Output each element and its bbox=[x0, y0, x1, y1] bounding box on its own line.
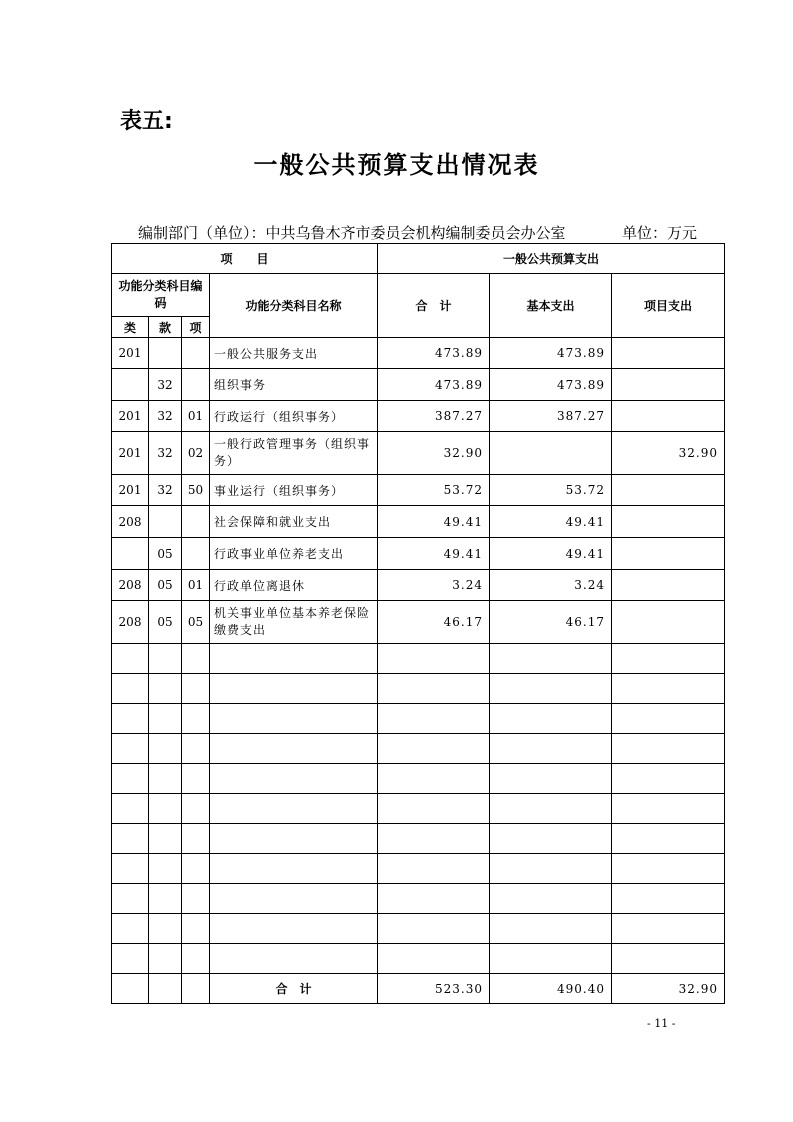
cell-xiang: 50 bbox=[182, 475, 210, 506]
cell-lei bbox=[112, 538, 149, 570]
empty-cell bbox=[149, 944, 182, 974]
cell-basic: 49.41 bbox=[490, 538, 612, 570]
table-row bbox=[112, 401, 725, 432]
empty-row bbox=[112, 704, 725, 734]
empty-cell bbox=[112, 824, 149, 854]
empty-cell bbox=[112, 674, 149, 704]
empty-cell bbox=[490, 854, 612, 884]
empty-cell bbox=[149, 884, 182, 914]
empty-cell bbox=[210, 824, 378, 854]
empty-cell bbox=[612, 704, 725, 734]
empty-cell bbox=[490, 914, 612, 944]
empty-row bbox=[112, 914, 725, 944]
empty-cell bbox=[612, 944, 725, 974]
cell-kuan: 32 bbox=[149, 369, 182, 401]
cell-name: 一般公共服务支出 bbox=[210, 338, 378, 369]
empty-cell bbox=[112, 764, 149, 794]
cell-kuan: 05 bbox=[149, 570, 182, 601]
empty-cell bbox=[378, 704, 490, 734]
empty-row bbox=[112, 764, 725, 794]
empty-cell bbox=[612, 794, 725, 824]
empty-row bbox=[112, 944, 725, 974]
empty-cell bbox=[612, 824, 725, 854]
cell-kuan bbox=[149, 506, 182, 538]
empty-cell bbox=[112, 944, 149, 974]
unit-line: 单位：万元 bbox=[622, 224, 698, 242]
empty-row bbox=[112, 824, 725, 854]
total-project: 32.90 bbox=[612, 974, 725, 1004]
cell-project bbox=[612, 338, 725, 369]
cell-lei: 208 bbox=[112, 601, 149, 644]
department-line: 编制部门（单位）：中共乌鲁木齐市委员会机构编制委员会办公室 bbox=[138, 224, 566, 242]
header-code-group: 功能分类科目编码 bbox=[112, 274, 210, 317]
empty-cell bbox=[210, 884, 378, 914]
empty-cell bbox=[149, 794, 182, 824]
empty-cell bbox=[149, 854, 182, 884]
cell-xiang bbox=[182, 506, 210, 538]
cell-name: 组织事务 bbox=[210, 369, 378, 401]
empty-cell bbox=[490, 824, 612, 854]
empty-cell bbox=[182, 644, 210, 674]
cell-lei: 201 bbox=[112, 338, 149, 369]
cell-total: 49.41 bbox=[378, 506, 490, 538]
empty-cell bbox=[612, 674, 725, 704]
empty-cell bbox=[149, 914, 182, 944]
empty-cell bbox=[210, 674, 378, 704]
empty-cell bbox=[612, 884, 725, 914]
empty-cell bbox=[182, 674, 210, 704]
empty-cell bbox=[378, 854, 490, 884]
empty-cell bbox=[210, 644, 378, 674]
empty-cell bbox=[182, 764, 210, 794]
cell-project bbox=[612, 506, 725, 538]
header-xiang: 项 bbox=[182, 317, 210, 338]
table-row bbox=[112, 570, 725, 601]
empty-cell bbox=[612, 914, 725, 944]
empty-cell bbox=[112, 794, 149, 824]
header-total: 合 计 bbox=[378, 274, 490, 338]
cell-project bbox=[612, 538, 725, 570]
total-empty-cell bbox=[112, 974, 149, 1004]
empty-cell bbox=[182, 854, 210, 884]
header-item: 项 目 bbox=[112, 244, 378, 274]
header-name: 功能分类科目名称 bbox=[210, 274, 378, 338]
cell-total: 53.72 bbox=[378, 475, 490, 506]
empty-cell bbox=[612, 734, 725, 764]
total-sum: 523.30 bbox=[378, 974, 490, 1004]
cell-lei bbox=[112, 369, 149, 401]
empty-cell bbox=[112, 854, 149, 884]
cell-xiang bbox=[182, 538, 210, 570]
empty-cell bbox=[182, 704, 210, 734]
table-label: 表五: bbox=[120, 109, 173, 134]
cell-total: 49.41 bbox=[378, 538, 490, 570]
empty-cell bbox=[490, 674, 612, 704]
empty-cell bbox=[378, 764, 490, 794]
cell-name: 事业运行（组织事务） bbox=[210, 475, 378, 506]
empty-cell bbox=[378, 674, 490, 704]
cell-basic: 46.17 bbox=[490, 601, 612, 644]
empty-cell bbox=[490, 884, 612, 914]
empty-cell bbox=[490, 704, 612, 734]
empty-cell bbox=[149, 764, 182, 794]
empty-row bbox=[112, 854, 725, 884]
cell-xiang: 02 bbox=[182, 432, 210, 475]
budget-table bbox=[111, 243, 725, 1004]
empty-cell bbox=[490, 734, 612, 764]
cell-name: 一般行政管理事务（组织事务） bbox=[210, 432, 378, 475]
table-row bbox=[112, 475, 725, 506]
total-basic: 490.40 bbox=[490, 974, 612, 1004]
empty-cell bbox=[210, 734, 378, 764]
empty-cell bbox=[378, 824, 490, 854]
header-kuan: 款 bbox=[149, 317, 182, 338]
empty-cell bbox=[210, 944, 378, 974]
table-row bbox=[112, 338, 725, 369]
cell-name: 社会保障和就业支出 bbox=[210, 506, 378, 538]
cell-basic: 49.41 bbox=[490, 506, 612, 538]
empty-row bbox=[112, 644, 725, 674]
empty-cell bbox=[490, 644, 612, 674]
empty-cell bbox=[378, 914, 490, 944]
cell-kuan: 32 bbox=[149, 475, 182, 506]
total-empty-cell bbox=[182, 974, 210, 1004]
header-budget-group: 一般公共预算支出 bbox=[378, 244, 725, 274]
empty-row bbox=[112, 794, 725, 824]
total-empty-cell bbox=[149, 974, 182, 1004]
cell-basic bbox=[490, 432, 612, 475]
table-row bbox=[112, 601, 725, 644]
empty-cell bbox=[612, 854, 725, 884]
header-lei: 类 bbox=[112, 317, 149, 338]
cell-lei: 201 bbox=[112, 475, 149, 506]
cell-kuan: 32 bbox=[149, 401, 182, 432]
empty-cell bbox=[490, 764, 612, 794]
empty-cell bbox=[149, 704, 182, 734]
cell-project bbox=[612, 475, 725, 506]
cell-project bbox=[612, 369, 725, 401]
cell-lei: 208 bbox=[112, 570, 149, 601]
cell-basic: 387.27 bbox=[490, 401, 612, 432]
document-title: 一般公共预算支出情况表 bbox=[253, 151, 540, 179]
empty-cell bbox=[210, 764, 378, 794]
empty-cell bbox=[378, 884, 490, 914]
cell-total: 32.90 bbox=[378, 432, 490, 475]
empty-cell bbox=[182, 824, 210, 854]
empty-cell bbox=[210, 854, 378, 884]
cell-total: 387.27 bbox=[378, 401, 490, 432]
empty-cell bbox=[378, 944, 490, 974]
page-number: - 11 - bbox=[647, 1017, 676, 1030]
empty-cell bbox=[378, 644, 490, 674]
empty-cell bbox=[612, 644, 725, 674]
empty-cell bbox=[112, 644, 149, 674]
empty-cell bbox=[112, 734, 149, 764]
cell-kuan: 05 bbox=[149, 601, 182, 644]
empty-cell bbox=[210, 704, 378, 734]
cell-name: 行政运行（组织事务） bbox=[210, 401, 378, 432]
empty-cell bbox=[182, 914, 210, 944]
table-row bbox=[112, 432, 725, 475]
cell-xiang bbox=[182, 369, 210, 401]
cell-xiang: 01 bbox=[182, 570, 210, 601]
cell-project bbox=[612, 601, 725, 644]
empty-cell bbox=[490, 944, 612, 974]
empty-cell bbox=[149, 644, 182, 674]
cell-name: 行政单位离退休 bbox=[210, 570, 378, 601]
header-basic: 基本支出 bbox=[490, 274, 612, 338]
cell-kuan: 05 bbox=[149, 538, 182, 570]
table-row bbox=[112, 369, 725, 401]
table-row bbox=[112, 506, 725, 538]
empty-cell bbox=[182, 794, 210, 824]
cell-name: 行政事业单位养老支出 bbox=[210, 538, 378, 570]
empty-cell bbox=[112, 884, 149, 914]
empty-cell bbox=[182, 734, 210, 764]
empty-row bbox=[112, 884, 725, 914]
empty-cell bbox=[378, 794, 490, 824]
total-label: 合 计 bbox=[210, 974, 378, 1004]
total-row bbox=[112, 974, 725, 1004]
cell-project bbox=[612, 401, 725, 432]
empty-cell bbox=[210, 914, 378, 944]
cell-basic: 473.89 bbox=[490, 338, 612, 369]
cell-kuan: 32 bbox=[149, 432, 182, 475]
cell-lei: 201 bbox=[112, 432, 149, 475]
empty-cell bbox=[149, 674, 182, 704]
cell-total: 46.17 bbox=[378, 601, 490, 644]
empty-cell bbox=[182, 944, 210, 974]
cell-basic: 53.72 bbox=[490, 475, 612, 506]
empty-cell bbox=[490, 794, 612, 824]
cell-total: 3.24 bbox=[378, 570, 490, 601]
empty-row bbox=[112, 734, 725, 764]
cell-total: 473.89 bbox=[378, 338, 490, 369]
cell-kuan bbox=[149, 338, 182, 369]
empty-cell bbox=[112, 704, 149, 734]
empty-cell bbox=[149, 734, 182, 764]
cell-xiang: 01 bbox=[182, 401, 210, 432]
table-row bbox=[112, 538, 725, 570]
header-project: 项目支出 bbox=[612, 274, 725, 338]
cell-basic: 473.89 bbox=[490, 369, 612, 401]
empty-cell bbox=[149, 824, 182, 854]
cell-xiang bbox=[182, 338, 210, 369]
empty-cell bbox=[112, 914, 149, 944]
cell-xiang: 05 bbox=[182, 601, 210, 644]
empty-cell bbox=[210, 794, 378, 824]
empty-cell bbox=[182, 884, 210, 914]
cell-basic: 3.24 bbox=[490, 570, 612, 601]
cell-lei: 201 bbox=[112, 401, 149, 432]
empty-row bbox=[112, 674, 725, 704]
cell-project: 32.90 bbox=[612, 432, 725, 475]
cell-project bbox=[612, 570, 725, 601]
cell-lei: 208 bbox=[112, 506, 149, 538]
empty-cell bbox=[378, 734, 490, 764]
cell-name: 机关事业单位基本养老保险缴费支出 bbox=[210, 601, 378, 644]
empty-cell bbox=[612, 764, 725, 794]
cell-total: 473.89 bbox=[378, 369, 490, 401]
